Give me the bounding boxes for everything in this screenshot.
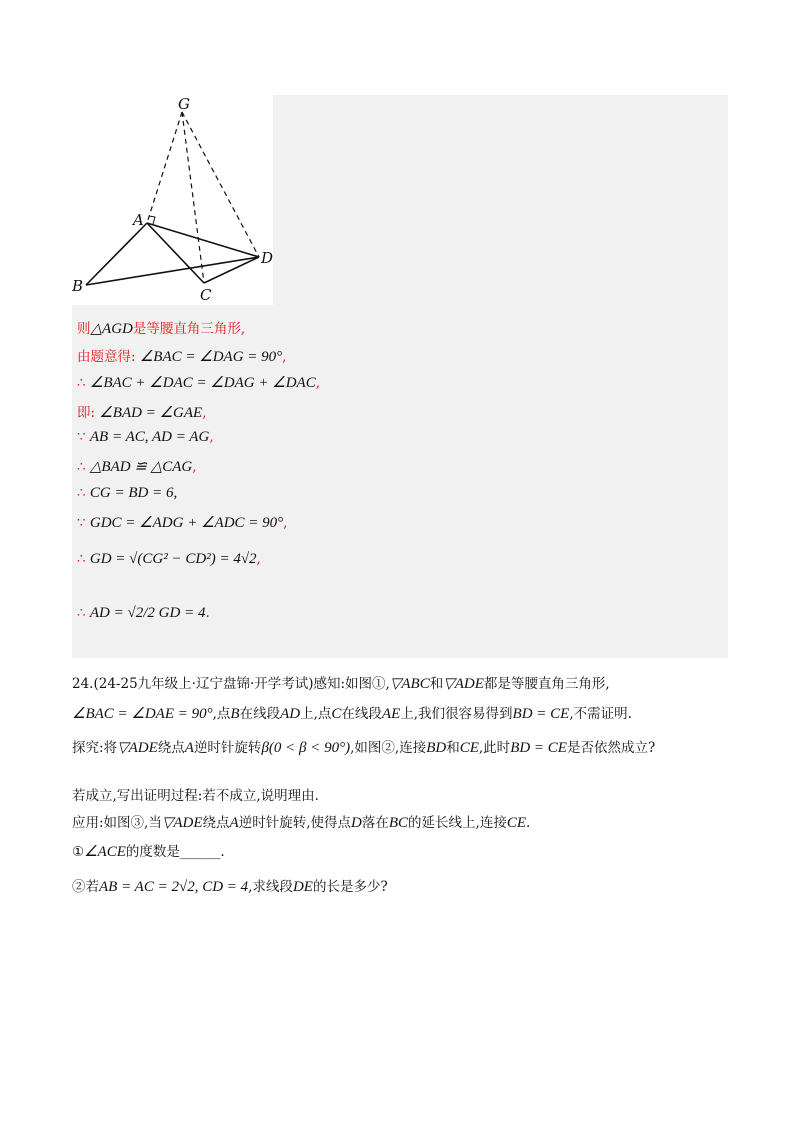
problem-line-5: 应用:如图③,当▽ADE绕点A逆时针旋转,使得点D落在BC的延长线上,连接CE.	[72, 815, 531, 831]
label-a: A	[133, 211, 144, 229]
problem-line-1: 24.(24-25九年级上·辽宁盘锦·开学考试)感知:如图①,▽ABC和▽ADE都是等腰直角三角形,	[72, 676, 610, 692]
segment-gc	[182, 112, 204, 283]
problem-line-2: ∠BAC = ∠DAE = 90°,点B在线段AD上,点C在线段AE上,我们很容易得到BD = CE,不需证明.	[72, 706, 632, 722]
segment-ba	[86, 223, 147, 285]
solution-line-4: 即: ∠BAD = ∠GAE,	[77, 405, 207, 421]
geometry-figure	[72, 95, 273, 305]
right-angle-mark	[149, 216, 155, 224]
segment-gd	[182, 112, 259, 257]
label-c: C	[200, 286, 212, 304]
label-d: D	[261, 249, 273, 267]
solution-line-3: ∴ ∠BAC + ∠DAC = ∠DAG + ∠DAC,	[77, 375, 321, 391]
solution-line-2: 由题意得: ∠BAC = ∠DAG = 90°,	[77, 349, 287, 365]
problem-line-7: ②若AB = AC = 2√2, CD = 4,求线段DE的长是多少?	[72, 879, 388, 895]
segment-bd	[86, 257, 259, 285]
problem-line-3: 探究:将▽ADE绕点A逆时针旋转β(0 < β < 90°),如图②,连接BD和CE,此时BD = CE是否依然成立?	[72, 740, 656, 756]
solution-line-8: ∵ GDC = ∠ADG + ∠ADC = 90°,	[77, 515, 288, 531]
solution-line-9: ∴ GD = √(CG² − CD²) = 4√2,	[77, 551, 261, 567]
solution-line-6: ∴ △BAD ≌ △CAG,	[77, 459, 197, 475]
solution-line-10: ∴ AD = √2/2 GD = 4.	[77, 605, 210, 621]
problem-line-6: ①∠ACE的度数是______.	[72, 844, 225, 860]
pyramid-diagram	[72, 95, 273, 305]
segment-ga	[147, 112, 182, 223]
solution-line-7: ∴ CG = BD = 6,	[77, 485, 178, 501]
solution-line-5: ∵ AB = AC, AD = AG,	[77, 429, 214, 445]
problem-line-4: 若成立,写出证明过程:若不成立,说明理由.	[72, 788, 319, 804]
label-b: B	[72, 277, 84, 295]
label-g: G	[178, 95, 190, 113]
solution-line-1: 则△AGD是等腰直角三角形,	[77, 321, 246, 337]
solution-block	[72, 95, 728, 658]
